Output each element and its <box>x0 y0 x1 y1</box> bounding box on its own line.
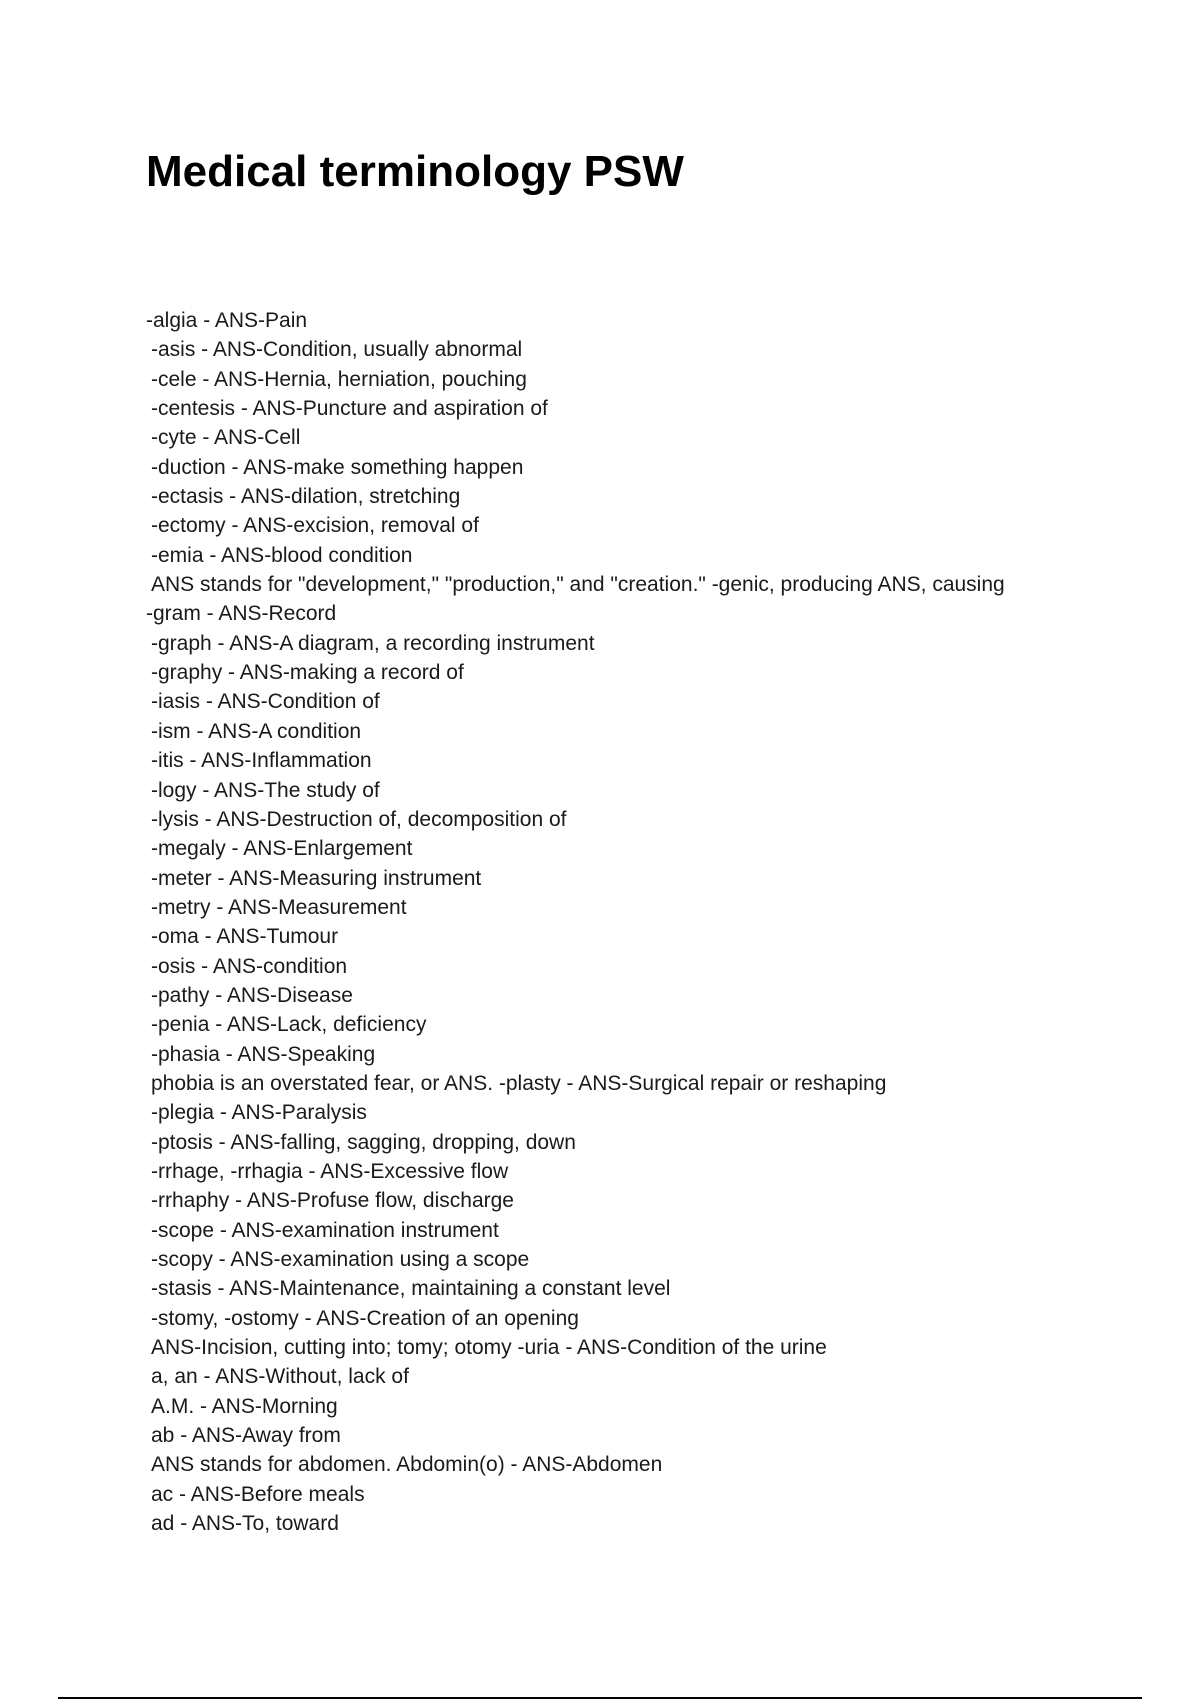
page-title: Medical terminology PSW <box>146 147 684 196</box>
term-line: -penia - ANS-Lack, deficiency <box>151 1013 427 1037</box>
term-line: -cyte - ANS-Cell <box>151 426 301 450</box>
term-line: -asis - ANS-Condition, usually abnormal <box>151 338 523 362</box>
term-line: -plegia - ANS-Paralysis <box>151 1101 367 1125</box>
term-line: ANS stands for abdomen. Abdomin(o) - ANS-Abdomen <box>151 1453 663 1477</box>
term-line: -graphy - ANS-making a record of <box>151 661 464 685</box>
term-line: -scope - ANS-examination instrument <box>151 1218 499 1242</box>
term-line: -ectomy - ANS-excision, removal of <box>151 514 479 538</box>
term-line: ab - ANS-Away from <box>151 1424 341 1448</box>
term-line: -rrhage, -rrhagia - ANS-Excessive flow <box>151 1159 509 1183</box>
term-line: -megaly - ANS-Enlargement <box>151 837 413 861</box>
footer-divider <box>58 1697 1142 1699</box>
term-line: -gram - ANS-Record <box>146 602 337 626</box>
term-line: -scopy - ANS-examination using a scope <box>151 1248 530 1271</box>
term-line: -stasis - ANS-Maintenance, maintaining a constant level <box>151 1277 671 1301</box>
term-line: -algia - ANS-Pain <box>146 309 308 332</box>
terminology-list <box>146 306 1005 1538</box>
term-line: -itis - ANS-Inflammation <box>151 749 372 773</box>
term-line: -metry - ANS-Measurement <box>151 895 407 919</box>
term-line: -ectasis - ANS-dilation, stretching <box>151 485 461 509</box>
term-line: -duction - ANS-make something happen <box>151 455 524 479</box>
term-line: ANS stands for "development," "production," and "creation." -genic, producing ANS, causing <box>151 573 1005 597</box>
term-line: -iasis - ANS-Condition of <box>151 690 380 714</box>
term-line: -graph - ANS-A diagram, a recording instrument <box>151 631 595 655</box>
term-line: -oma - ANS-Tumour <box>151 925 339 949</box>
term-line: -osis - ANS-condition <box>151 954 348 978</box>
term-line: -meter - ANS-Measuring instrument <box>151 866 482 890</box>
term-line: -lysis - ANS-Destruction of, decomposition of <box>151 807 567 831</box>
term-line: -rrhaphy - ANS-Profuse flow, discharge <box>151 1189 514 1213</box>
term-line: -stomy, -ostomy - ANS-Creation of an opening <box>151 1306 579 1330</box>
term-line: -emia - ANS-blood condition <box>151 543 413 567</box>
term-line: -ism - ANS-A condition <box>151 719 362 743</box>
term-line: -phasia - ANS-Speaking <box>151 1042 376 1066</box>
term-line: -logy - ANS-The study of <box>151 778 380 802</box>
term-line: -ptosis - ANS-falling, sagging, dropping, down <box>151 1130 576 1154</box>
term-line: -centesis - ANS-Puncture and aspiration of <box>151 397 548 421</box>
term-line: -pathy - ANS-Disease <box>151 983 353 1007</box>
term-line: -cele - ANS-Hernia, herniation, pouching <box>151 367 527 391</box>
term-line: ac - ANS-Before meals <box>151 1482 365 1506</box>
term-line: phobia is an overstated fear, or ANS. -plasty - ANS-Surgical repair or reshaping <box>151 1071 887 1095</box>
term-line: A.M. - ANS-Morning <box>151 1394 338 1418</box>
term-line: ad - ANS-To, toward <box>151 1512 339 1536</box>
term-line: a, an - ANS-Without, lack of <box>151 1365 409 1389</box>
term-line: ANS-Incision, cutting into; tomy; otomy -uria - ANS-Condition of the urine <box>151 1336 827 1360</box>
